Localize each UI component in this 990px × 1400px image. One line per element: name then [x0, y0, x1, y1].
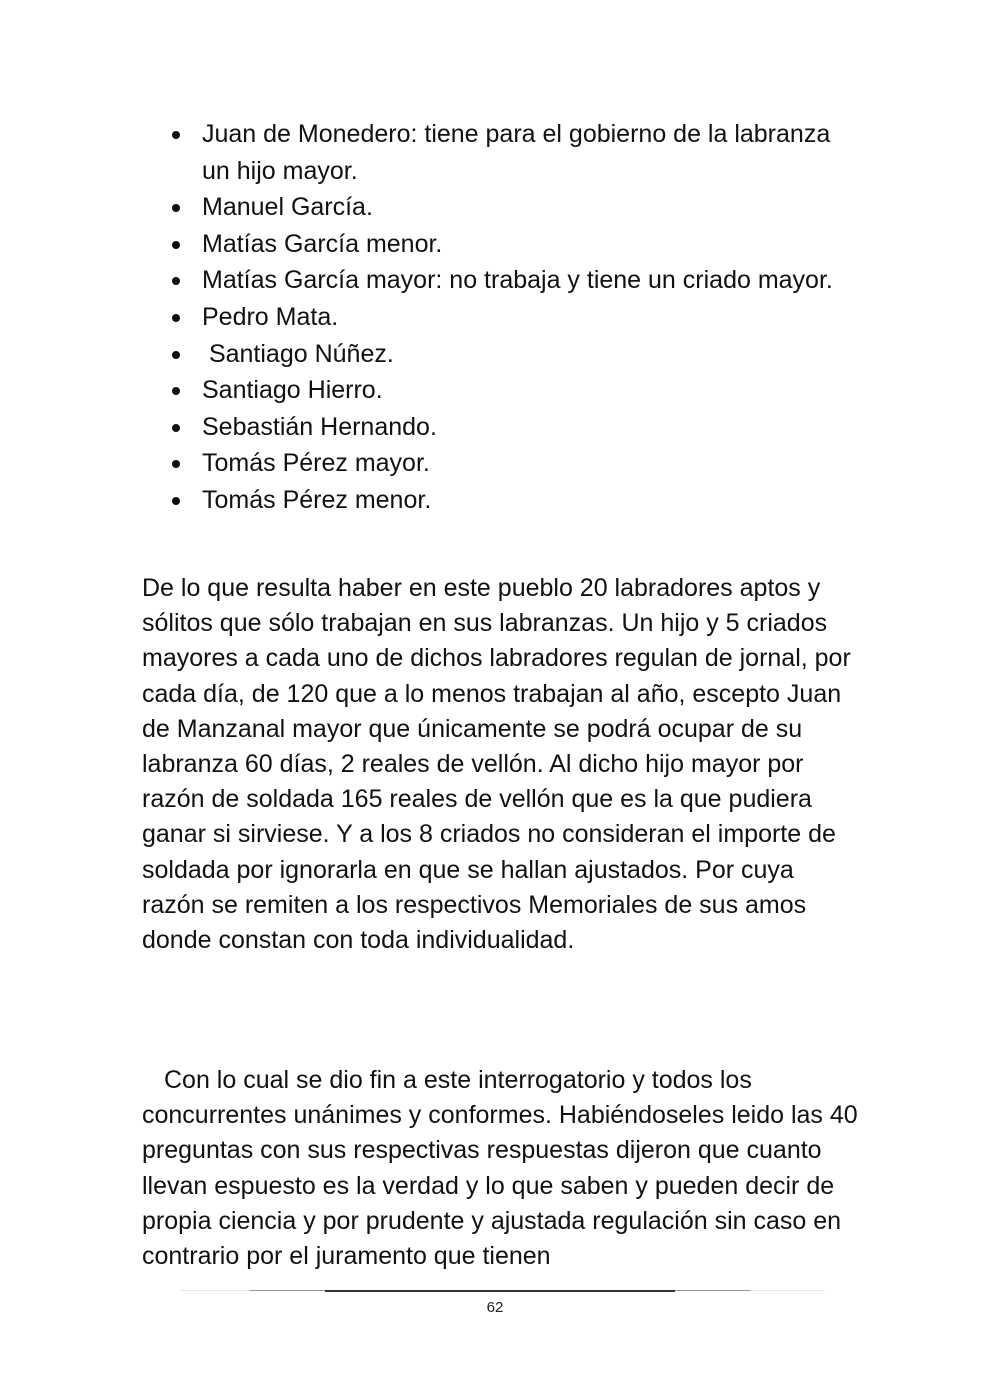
bullet-icon — [172, 460, 180, 468]
list-item — [142, 482, 862, 519]
list-item-text: Matías García mayor: no trabaja y tiene un criado mayor. — [202, 266, 833, 295]
bullet-icon — [172, 351, 180, 359]
list-item-text: Santiago Hierro. — [202, 376, 383, 405]
list-item — [142, 226, 862, 263]
footer-divider-inner — [325, 1290, 675, 1292]
list-item — [142, 116, 862, 189]
bullet-icon — [172, 387, 180, 395]
page-number: 62 — [486, 1299, 504, 1316]
list-item — [142, 262, 862, 299]
name-list — [142, 116, 862, 519]
bullet-icon — [172, 314, 180, 322]
closing-paragraph — [142, 1063, 862, 1274]
closing-paragraph-text: Con lo cual se dio fin a este interrogatorio y todos los concurrentes unánimes y conformes. Habiéndoseles leido las 40 preguntas con sus respectivas respuestas dijeron que cuanto llevan espuesto es la verdad y lo que saben y pueden decir de propia ciencia y por prudente y ajustada regulación sin caso en contrario por el juramento que tienen — [142, 1066, 858, 1271]
bullet-icon — [172, 424, 180, 432]
list-item — [142, 336, 862, 373]
list-item — [142, 372, 862, 409]
bullet-icon — [172, 241, 180, 249]
bullet-icon — [172, 497, 180, 505]
body-paragraph: De lo que resulta haber en este pueblo 20 labradores aptos y sólitos que sólo trabajan en sus labranzas. Un hijo y 5 criados mayores a cada uno de dichos labradores regulan de jornal, por cada día, de 120 que a lo menos trabajan al año, escepto Juan de Manzanal mayor que únicamente se podrá ocupar de su labranza 60 días, 2 reales de vellón. Al dicho hijo mayor por razón de soldada 165 reales de vellón que es la que pudiera ganar si sirviese. Y a los 8 criados no consideran el importe de soldada por ignorarla en que se hallan ajustados. Por cuya razón se remiten a los respectivos Memoriales de sus amos donde constan con toda individualidad. — [142, 574, 851, 955]
bullet-icon — [172, 277, 180, 285]
list-item-text: Sebastián Hernando. — [202, 412, 437, 441]
list-item — [142, 445, 862, 482]
list-item-text: Pedro Mata. — [202, 302, 339, 331]
bullet-icon — [172, 204, 180, 212]
list-item-text: Juan de Monedero: tiene para el gobierno de la labranza un hijo mayor. — [202, 120, 831, 185]
list-item-text: Tomás Pérez mayor. — [202, 449, 430, 478]
list-item-text: Matías García menor. — [202, 229, 443, 258]
bullet-icon — [172, 131, 180, 139]
list-item-text: Santiago Núñez. — [202, 339, 394, 368]
list-item — [142, 409, 862, 446]
list-item-text: Manuel García. — [202, 193, 373, 222]
list-item-text: Tomás Pérez menor. — [202, 485, 432, 514]
list-item — [142, 189, 862, 226]
list-item — [142, 299, 862, 336]
